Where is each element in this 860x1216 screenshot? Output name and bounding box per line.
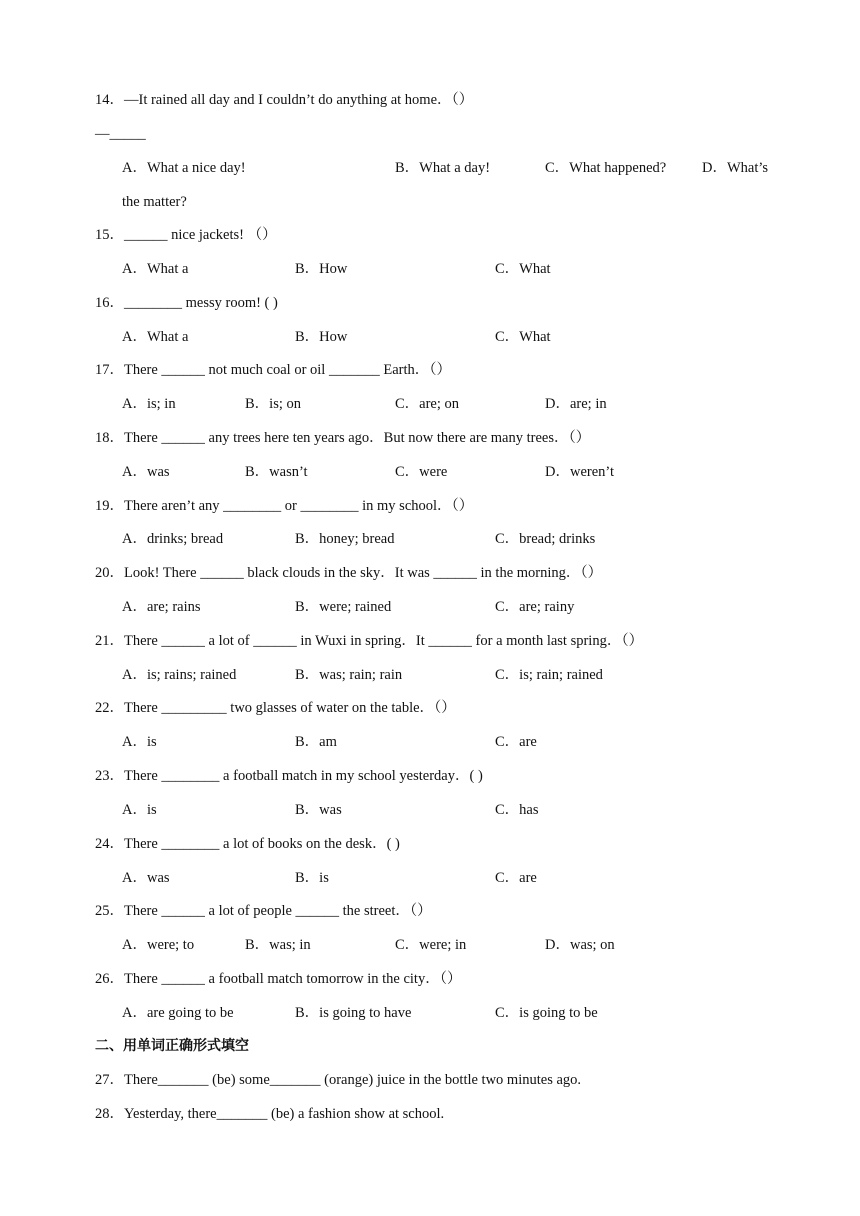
question-25-option-a: A．were; to xyxy=(122,937,195,953)
question-15-option-b: B．How xyxy=(295,261,348,277)
question-22-option-b: B．am xyxy=(295,734,337,750)
question-18-stem: 18．There ______ any trees here ten years ago．But now there are many trees．（） xyxy=(95,430,591,446)
question-17-option-b: B．is; on xyxy=(245,396,301,412)
question-18-option-b: B．wasn’t xyxy=(245,464,308,480)
question-19-stem: 19．There aren’t any ________ or ________ in my school．（） xyxy=(95,498,474,514)
question-27-stem: 27．There_______ (be) some_______ (orange) juice in the bottle two minutes ago. xyxy=(95,1072,582,1088)
question-26-option-a: A．are going to be xyxy=(122,1005,234,1021)
question-17-stem: 17．There ______ not much coal or oil _______ Earth．（） xyxy=(95,362,451,378)
question-16-option-b: B．How xyxy=(295,329,348,345)
question-21-option-a: A．is; rains; rained xyxy=(122,667,237,683)
question-25-option-c: C．were; in xyxy=(395,937,467,953)
question-25-option-d: D．was; on xyxy=(545,937,615,953)
question-20-option-c: C．are; rainy xyxy=(495,599,575,615)
question-21-option-b: B．was; rain; rain xyxy=(295,667,403,683)
question-19-option-c: C．bread; drinks xyxy=(495,531,596,547)
question-21-option-c: C．is; rain; rained xyxy=(495,667,603,683)
question-26-option-c: C．is going to be xyxy=(495,1005,598,1021)
question-17-option-a: A．is; in xyxy=(122,396,176,412)
question-14-option-d-continuation: the matter? xyxy=(122,194,187,210)
question-14-option-b: B．What a day! xyxy=(395,160,491,176)
question-23-option-c: C．has xyxy=(495,802,539,818)
question-23-option-b: B．was xyxy=(295,802,342,818)
section-2-title: 二、用单词正确形式填空 xyxy=(95,1038,249,1054)
question-18-option-c: C．were xyxy=(395,464,448,480)
question-22-stem: 22．There _________ two glasses of water on the table．（） xyxy=(95,700,456,716)
question-25-option-b: B．was; in xyxy=(245,937,311,953)
question-23-stem: 23．There ________ a football match in my school yesterday．( ) xyxy=(95,768,483,784)
question-18-option-d: D．weren’t xyxy=(545,464,614,480)
question-24-option-b: B．is xyxy=(295,870,329,886)
question-14-stem: 14．—It rained all day and I couldn’t do anything at home．（） xyxy=(95,92,474,108)
question-15-option-c: C．What xyxy=(495,261,551,277)
question-14-answer-line: —_____ xyxy=(95,126,146,142)
question-16-option-a: A．What a xyxy=(122,329,189,345)
question-14-option-c: C．What happened? xyxy=(545,160,667,176)
question-20-option-b: B．were; rained xyxy=(295,599,392,615)
question-28-stem: 28．Yesterday, there_______ (be) a fashion show at school. xyxy=(95,1106,445,1122)
question-22-option-a: A．is xyxy=(122,734,157,750)
question-16-stem: 16．________ messy room! ( ) xyxy=(95,295,278,311)
question-24-option-a: A．was xyxy=(122,870,170,886)
question-14-option-a: A．What a nice day! xyxy=(122,160,246,176)
question-17-option-d: D．are; in xyxy=(545,396,607,412)
question-19-option-b: B．honey; bread xyxy=(295,531,395,547)
question-21-stem: 21．There ______ a lot of ______ in Wuxi in spring．It ______ for a month last spring．（） xyxy=(95,633,644,649)
question-20-stem: 20．Look! There ______ black clouds in the sky．It was ______ in the morning．（） xyxy=(95,565,603,581)
question-19-option-a: A．drinks; bread xyxy=(122,531,224,547)
question-26-option-b: B．is going to have xyxy=(295,1005,412,1021)
question-14-option-d: D．What’s xyxy=(702,160,769,176)
question-18-option-a: A．was xyxy=(122,464,170,480)
question-26-stem: 26．There ______ a football match tomorrow in the city．（） xyxy=(95,971,462,987)
question-24-stem: 24．There ________ a lot of books on the desk．( ) xyxy=(95,836,400,852)
question-23-option-a: A．is xyxy=(122,802,157,818)
question-15-option-a: A．What a xyxy=(122,261,189,277)
question-15-stem: 15．______ nice jackets! （） xyxy=(95,227,277,243)
question-20-option-a: A．are; rains xyxy=(122,599,201,615)
question-22-option-c: C．are xyxy=(495,734,537,750)
question-24-option-c: C．are xyxy=(495,870,537,886)
question-25-stem: 25．There ______ a lot of people ______ the street．（） xyxy=(95,903,432,919)
question-16-option-c: C．What xyxy=(495,329,551,345)
question-17-option-c: C．are; on xyxy=(395,396,460,412)
